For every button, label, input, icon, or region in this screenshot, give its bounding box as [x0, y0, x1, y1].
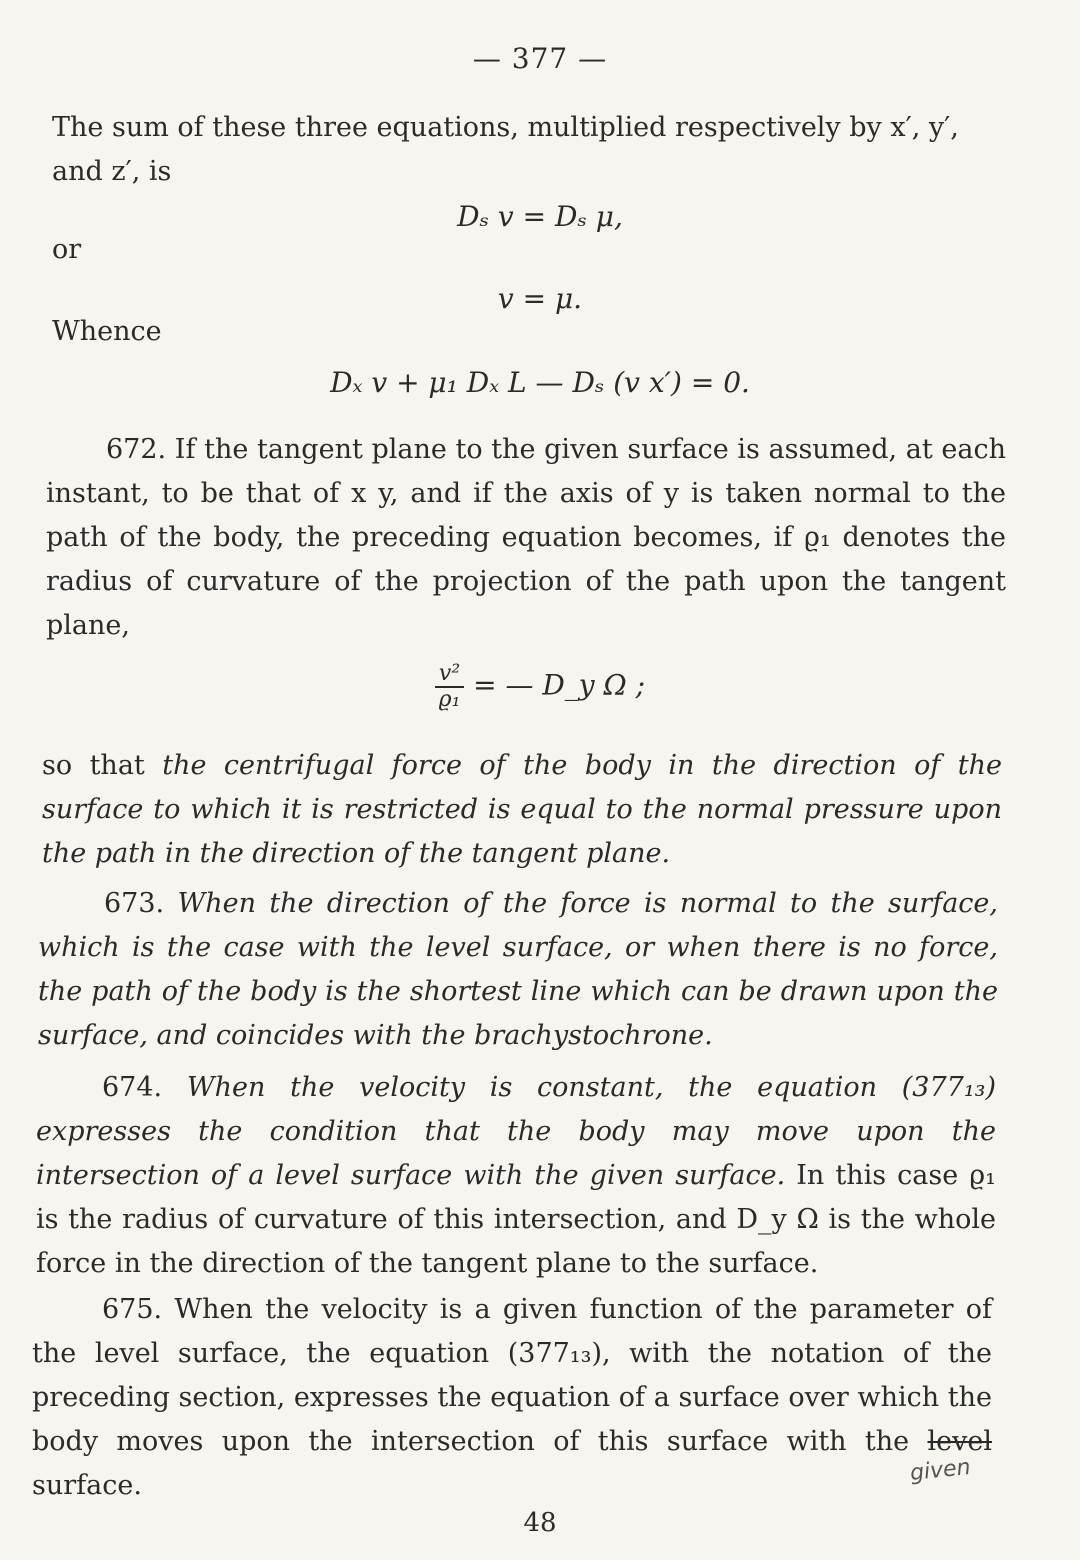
- intro-line-2: and z′, is: [52, 156, 172, 187]
- section-672-conclusion: [42, 744, 1002, 876]
- intro-line-1: The sum of these three equations, multiplied respectively by x′, y′,: [52, 112, 959, 143]
- struck-word: level: [927, 1426, 992, 1457]
- section-674: [36, 1066, 996, 1286]
- equation-4: [0, 662, 1080, 712]
- section-675: [32, 1288, 992, 1508]
- conclusion-italic: the centrifugal force of the body in the direction of the surface to which it is restricted is equal to the normal pressure upon the path in the direction of the tangent plane.: [42, 750, 1003, 869]
- section-672: 672. If the tangent plane to the given surface is assumed, at each instant, to be that of x y, and if the axis of y is taken normal to the path of the body, the preceding equation becomes, if ϱ₁ denotes the radius of curvature of the projection of the path upon the tangent plane,: [46, 434, 1006, 641]
- section-675-text: 675. When the velocity is a given function of the parameter of the level surface, the equation (377₁₃), with the notation of the preceding section, expresses the equation of a surface over which the body moves upon the intersection of this surface with the: [32, 1294, 992, 1457]
- equation-1: Dₛ v = Dₛ μ,: [457, 200, 623, 233]
- section-675-end: surface.: [32, 1470, 142, 1501]
- equation-2: v = μ.: [497, 282, 583, 315]
- whence-label: Whence: [52, 316, 162, 347]
- equation-4-rest: = — D_y Ω ;: [473, 668, 646, 702]
- page-header: — 377 —: [472, 42, 608, 75]
- section-674-roman: In this case ϱ₁ is the radius of curvature of this intersection, and D_y Ω is the whole force in the direction of the tangent plane to the surface.: [36, 1160, 996, 1279]
- section-673: [38, 882, 998, 1058]
- section-674-number: 674.: [102, 1072, 163, 1103]
- or-label: or: [52, 234, 82, 265]
- handwritten-annotation: given: [908, 1454, 972, 1487]
- fraction: [435, 662, 464, 712]
- signature-mark: 48: [523, 1508, 557, 1538]
- section-673-number: 673.: [104, 888, 165, 919]
- section-674-italic: When the velocity is constant, the equation (377₁₃) expresses the condition that the body may move upon the intersection of a level surface with the given surface.: [36, 1072, 996, 1191]
- fraction-denominator: ϱ₁: [438, 687, 461, 712]
- conclusion-prefix: so that: [42, 750, 163, 781]
- intro-paragraph: [52, 106, 1012, 194]
- fraction-numerator: v²: [435, 662, 464, 688]
- equation-3: Dₓ v + μ₁ Dₓ L — Dₛ (v x′) = 0.: [330, 366, 750, 399]
- section-673-text: When the direction of the force is normal to the surface, which is the case with the level surface, or when there is no force, the path of the body is the shortest line which can be drawn upon the surface, and coincides with the brachystochrone.: [38, 888, 998, 1051]
